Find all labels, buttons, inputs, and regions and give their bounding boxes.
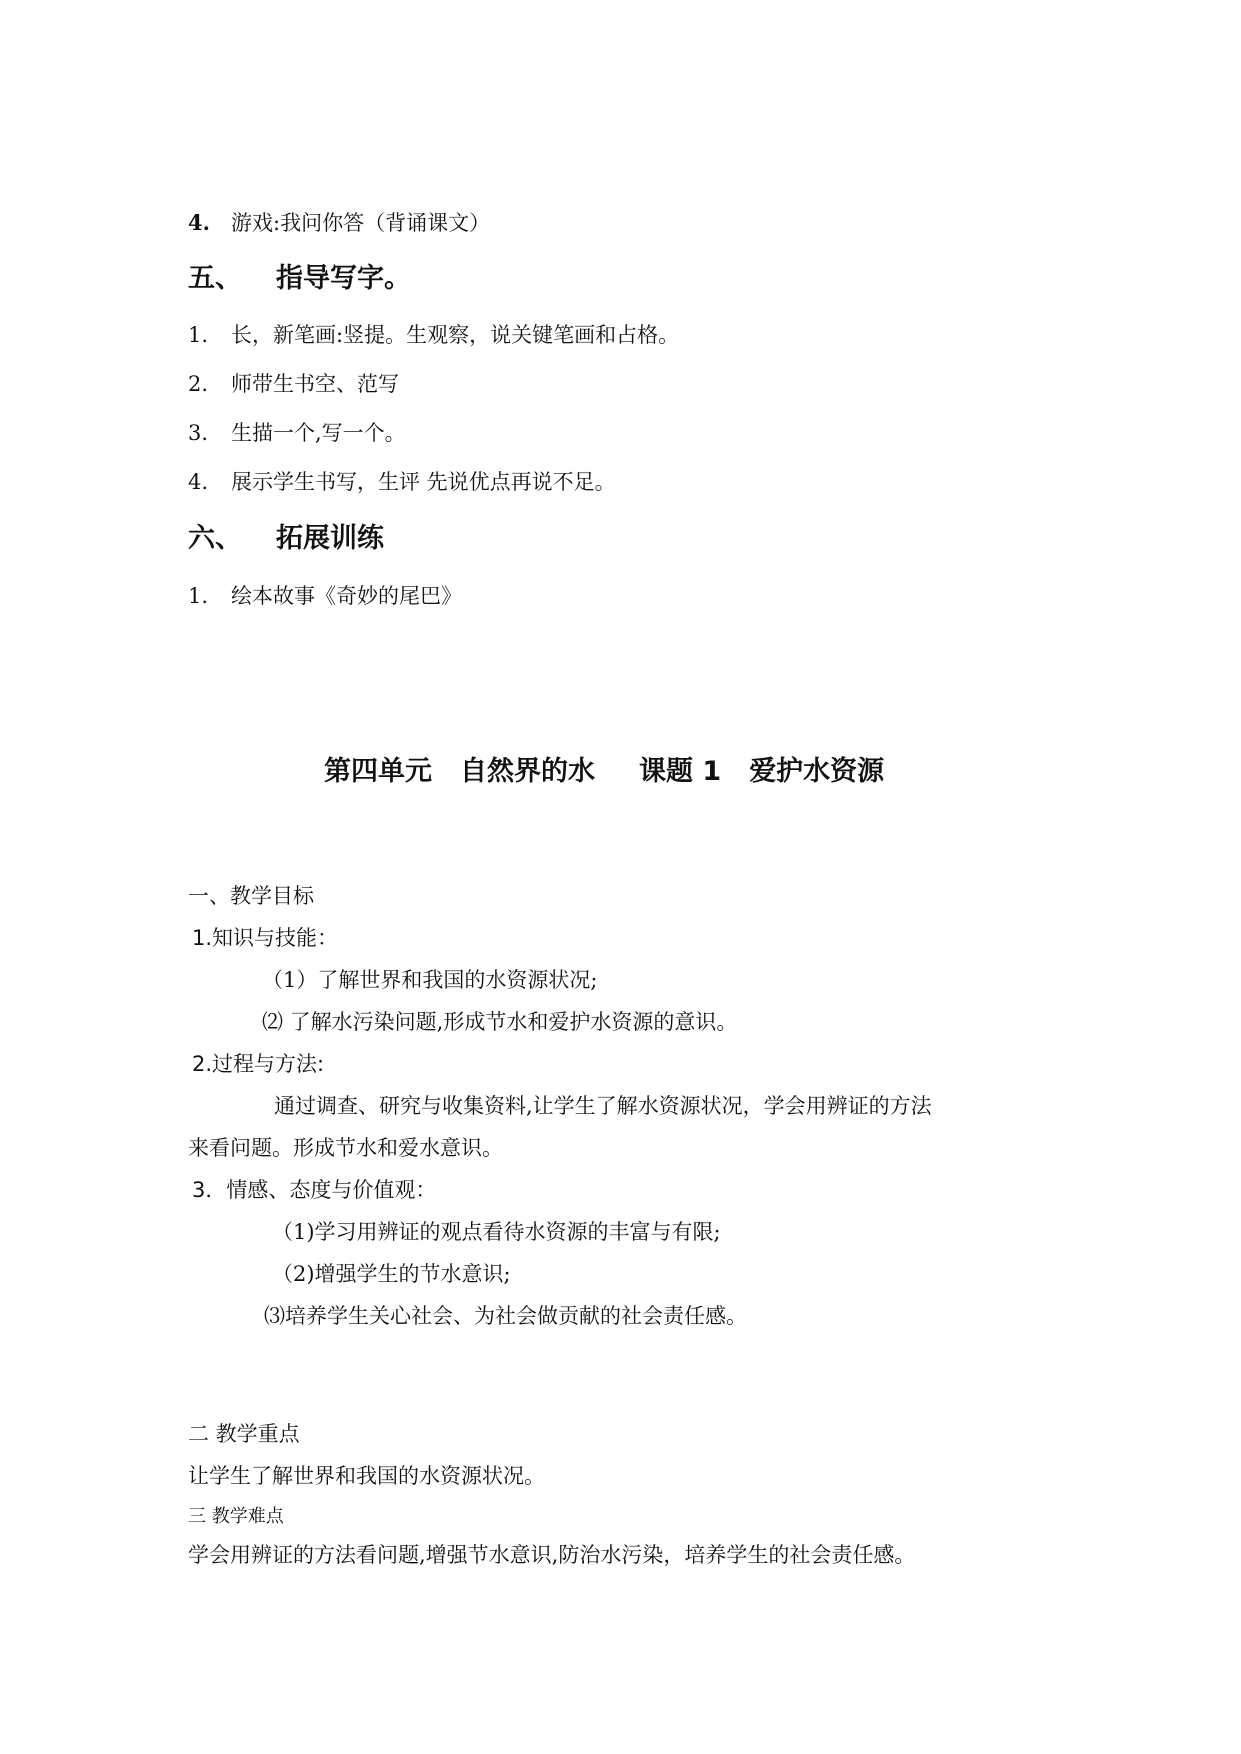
list-item — [188, 586, 462, 607]
item-text: 游戏:我问你答（背诵课文） — [231, 211, 491, 235]
item-number: 4. — [188, 470, 209, 494]
game-item — [188, 212, 490, 234]
lesson-title — [324, 758, 884, 785]
section-number: 六、 — [188, 523, 242, 554]
list-item — [188, 472, 616, 493]
emotion-item: （2)增强学生的节水意识; — [272, 1262, 511, 1286]
item-text: 长，新笔画:竖提。生观察，说关键笔画和占格。 — [231, 323, 680, 347]
list-item — [188, 325, 679, 346]
item-number: 3. — [188, 421, 209, 445]
section-number: 五、 — [188, 263, 242, 294]
item-number: 1. — [188, 584, 209, 608]
list-item — [188, 423, 406, 444]
process-text-line1: 通过调查、研究与收集资料,让学生了解水资源状况，学会用辨证的方法 — [274, 1094, 932, 1118]
knowledge-heading: 1.知识与技能： — [192, 926, 339, 950]
section-heading-6 — [188, 525, 384, 552]
item-number: 4. — [188, 210, 210, 235]
section-title: 指导写字。 — [276, 263, 411, 294]
list-item — [188, 374, 399, 395]
emotion-item: ⑶培养学生关心社会、为社会做贡献的社会责任感。 — [264, 1304, 747, 1328]
item-text: 展示学生书写，生评 先说优点再说不足。 — [231, 470, 616, 494]
knowledge-item: （1）了解世界和我国的水资源状况; — [262, 968, 598, 992]
item-number: 2. — [188, 372, 209, 396]
knowledge-item: ⑵ 了解水污染问题,形成节水和爱护水资源的意识。 — [262, 1010, 738, 1034]
section-title: 拓展训练 — [276, 523, 384, 554]
lesson-name: 爱护水资源 — [749, 756, 885, 787]
emotion-item: （1)学习用辨证的观点看待水资源的丰富与有限; — [272, 1220, 721, 1244]
difficulty-heading: 三 教学难点 — [188, 1506, 284, 1527]
key-point-heading: 二 教学重点 — [188, 1422, 300, 1446]
unit-topic: 自然界的水 — [460, 756, 595, 787]
item-text: 绘本故事《奇妙的尾巴》 — [231, 584, 462, 608]
item-text: 生描一个,写一个。 — [231, 421, 406, 445]
process-text-line2: 来看问题。形成节水和爱水意识。 — [188, 1136, 503, 1160]
item-number: 1. — [188, 323, 209, 347]
objectives-heading: 一、教学目标 — [188, 884, 314, 908]
emotion-heading: 3．情感、态度与价值观： — [192, 1178, 437, 1202]
section-heading-5 — [188, 265, 411, 292]
key-point-text: 让学生了解世界和我国的水资源状况。 — [188, 1464, 545, 1488]
lesson-number: 课题 1 — [639, 756, 722, 787]
unit-label: 第四单元 — [324, 756, 432, 787]
difficulty-text: 学会用辨证的方法看问题,增强节水意识,防治水污染，培养学生的社会责任感。 — [188, 1543, 916, 1567]
process-heading: 2.过程与方法: — [192, 1052, 325, 1076]
item-text: 师带生书空、范写 — [231, 372, 399, 396]
